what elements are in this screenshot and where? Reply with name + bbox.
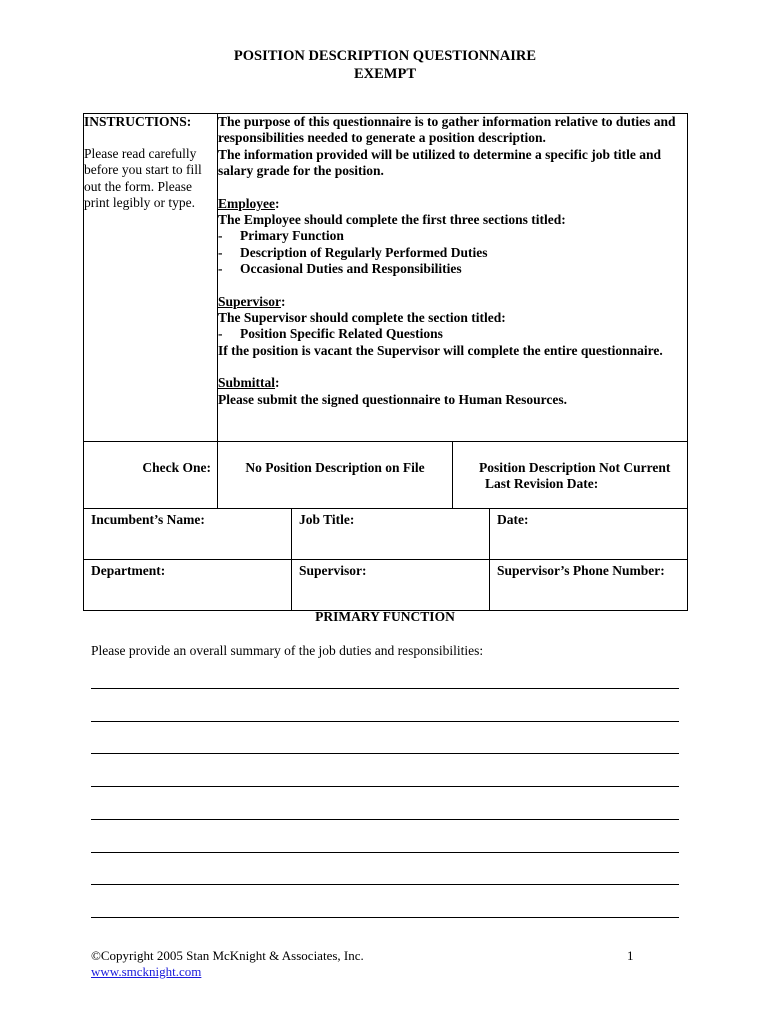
copyright-text: ©Copyright 2005 Stan McKnight & Associates, Inc. — [91, 948, 364, 963]
answer-line[interactable] — [91, 786, 679, 787]
department-field[interactable]: Department: — [84, 560, 292, 611]
supervisor-item: - Position Specific Related Questions — [218, 326, 443, 342]
instructions-row — [84, 114, 688, 442]
summary-prompt: Please provide an overall summary of the job duties and responsibilities: — [91, 643, 484, 658]
field-row-2 — [84, 560, 688, 611]
employee-item: - Description of Regularly Performed Duties — [218, 244, 488, 260]
title-line-1: POSITION DESCRIPTION QUESTIONNAIRE — [233, 48, 537, 64]
date-field[interactable]: Date: — [490, 509, 688, 560]
answer-line[interactable] — [91, 753, 679, 754]
incumbent-name-field[interactable]: Incumbent’s Name: — [84, 509, 292, 560]
employee-item: - Occasional Duties and Responsibilities — [218, 261, 462, 277]
answer-line[interactable] — [91, 721, 679, 722]
employee-heading: Employee — [218, 195, 275, 211]
supervisor-text: The Supervisor should complete the section titled: — [218, 310, 506, 326]
website-link[interactable]: www.smcknight.com — [91, 964, 202, 979]
last-revision-date-label: Last Revision Date: — [485, 476, 599, 491]
instructions-left-cell — [84, 114, 218, 442]
employee-text: The Employee should complete the first three sections titled: — [218, 212, 566, 228]
job-title-field[interactable]: Job Title: — [292, 509, 490, 560]
field-row-1 — [84, 509, 688, 560]
answer-line[interactable] — [91, 819, 679, 820]
supervisor-heading: Supervisor — [218, 293, 282, 309]
option-2-label: Position Description Not Current — [479, 460, 671, 475]
submittal-text: Please submit the signed questionnaire to Human Resources. — [218, 391, 568, 407]
purpose-text-2: The information provided will be utilized to determine a specific job title and salary grade for the position. — [218, 146, 661, 179]
answer-line[interactable] — [91, 884, 679, 885]
page-number: 1 — [627, 948, 634, 963]
check-one-row — [84, 442, 688, 509]
answer-line[interactable] — [91, 917, 679, 918]
supervisor-phone-field[interactable]: Supervisor’s Phone Number: — [490, 560, 688, 611]
title-line-2: EXEMPT — [353, 66, 417, 82]
answer-line[interactable] — [91, 688, 679, 689]
instructions-heading: INSTRUCTIONS: — [84, 114, 192, 129]
instructions-right-cell: The purpose of this questionnaire is to gather information relative to duties and responsibilities needed to generate a position description. The information provided will be utilized to determine a specific job title and salary grade for the position. Employee: The Employee should complete the first three sections titled: - Primary Function - Description of Regularly Performed Duties - Occasional Duties and Responsibilities Supervisor: The Supervisor should complete the section titled: - Position Specific Related Questions If the position is vacant the Supervisor will complete the entire questionnaire. Submittal: Please submit the signed questionnaire to Human Resources. — [218, 114, 688, 442]
employee-item: - Primary Function — [218, 228, 344, 244]
purpose-text-1: The purpose of this questionnaire is to gather information relative to duties and responsibilities needed to generate a position description. — [218, 114, 676, 146]
questionnaire-form-table — [83, 113, 688, 611]
primary-function-title: PRIMARY FUNCTION — [315, 609, 455, 624]
supervisor-field[interactable]: Supervisor: — [292, 560, 490, 611]
instructions-left-text: Please read carefully before you start to fill out the form. Please print legibly or type. — [84, 145, 202, 210]
option-description-not-current[interactable] — [453, 442, 688, 509]
option-no-position-description[interactable]: No Position Description on File — [218, 442, 453, 509]
check-one-label: Check One: — [84, 442, 218, 509]
submittal-heading: Submittal — [218, 375, 276, 391]
page-title — [0, 47, 770, 83]
supervisor-note: If the position is vacant the Supervisor will complete the entire questionnaire. — [218, 342, 663, 358]
answer-line[interactable] — [91, 852, 679, 853]
